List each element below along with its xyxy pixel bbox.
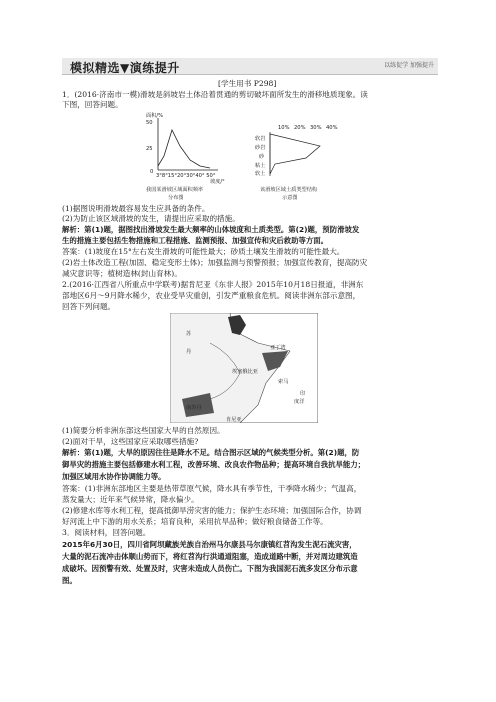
section-header — [62, 58, 438, 76]
q2-answer-line1: 答案：(1)非洲东部地区主要是热带草原气候，降水具有季节性，干季降水稀少；气温高， — [62, 484, 362, 493]
q2-analysis-line2: 御旱灾的措施主要包括修建水利工程，改善环境、改良农作物品种；提高环境自我抗旱能力； — [62, 460, 366, 469]
q2-map — [170, 313, 318, 423]
q2-analysis-line1: 解析：第(1)题，大旱的原因往往是降水不足。结合图示区域的气候类型分析。第(2)题，防 — [62, 448, 360, 457]
q1-intro-line1: 1．(2016·济南市一模)滑坡是斜坡岩土体沿着贯通的剪切破坏面所发生的滑移地质现象。读 — [62, 90, 368, 99]
right-chart-cat-1: 软岩 — [255, 136, 266, 142]
q3-body-line4: 图。 — [62, 576, 77, 585]
q1-answer-line1: 答案：(1)坡度在15°左右发生滑坡的可能性最大；砂质土壤发生滑坡的可能性最大。 — [62, 247, 345, 256]
right-chart-cat-2: 砂岩 — [255, 145, 266, 151]
q1-answer-line3: 减灾意识等；植树造林(封山育林)。 — [62, 269, 182, 278]
left-chart-caption2: 分布图 — [168, 195, 184, 201]
map-label-somalia: 索马 — [278, 379, 289, 385]
q2-answer-line4: 好河流上中下游的用水关系；培育良种，采用抗旱品种；做好粮食储备工作等。 — [62, 517, 328, 526]
map-label-bottom: 肯尼亚 — [226, 417, 242, 423]
map-label-gulf: 亚丁湾 — [270, 345, 286, 351]
header-title: 模拟精选▼演练提升 — [70, 61, 180, 75]
left-chart-line — [158, 130, 210, 168]
q2-answer-line3: (2)修建水库等水利工程，提高抵御旱涝灾害的能力；保护生态环境；加强国际合作，协调 — [62, 506, 362, 515]
q1-analysis-line2: 生的措施主要包括生物措施和工程措施、监测预报、加强宣传和灾后救助等方面。 — [62, 236, 329, 245]
q2-intro-line1: 2.(2016·江西省八所重点中学联考)据肯尼亚《东非人报》2015年10月18日报道，非洲东 — [62, 280, 364, 289]
right-chart-cat-5: 软土 — [255, 171, 266, 177]
q2-intro-line3: 回答下列问题。 — [62, 302, 116, 311]
q1-figure — [130, 110, 370, 202]
right-chart-cat-3: 砂 — [259, 154, 265, 160]
left-chart-ytick-50: 50 — [146, 120, 153, 126]
q3-body-line1: 2015年6月30日，四川省阿坝藏族羌族自治州马尔康县马尔康镇红苕沟发生泥石流灾害， — [62, 540, 357, 549]
left-chart-xlabel: 坡度/° — [210, 179, 225, 185]
header-tag: 以练促学 加强提升 — [384, 62, 434, 69]
left-chart-ylabel: 面积/% — [146, 113, 164, 119]
q2-answer-line2: 蒸发量大；近年来气候异常，降水偏少。 — [62, 495, 199, 504]
q2-sub2: (2)面对干旱，这些国家应采取哪些措施? — [62, 437, 199, 446]
q1-sub1: (1)据图说明滑坡最容易发生应具备的条件。 — [62, 204, 210, 213]
map-label-kenya: 南苏丹 — [186, 405, 202, 411]
right-chart-xtick-10: 10% — [278, 125, 290, 131]
map-label-sudan: 苏 — [186, 331, 192, 337]
right-chart-caption2: 示意图 — [282, 195, 298, 201]
left-chart-ytick-25: 25 — [146, 146, 153, 152]
q3-intro: 3．阅读材料，回答问题。 — [62, 528, 151, 537]
right-chart-xtick-30: 30% — [310, 125, 322, 131]
right-chart-cat-4: 粘土 — [255, 163, 266, 169]
q3-body-line3: 成破坏。因预警有效、处置及时，灾害未造成人员伤亡。下图为我国泥石流多发区分布示意 — [62, 564, 358, 573]
right-chart-caption1: 该滑坡区域土质类型结构 — [260, 187, 318, 193]
map-label-ocean2: 度洋 — [294, 399, 305, 405]
map-label-sudan2: 丹 — [186, 349, 192, 355]
q2-intro-line2: 部地区6月～9月降水稀少，农业受旱灾重创，引发严重粮食危机。阅读非洲东部示意图， — [62, 291, 361, 300]
q1-analysis-line1: 解析：第(1)题，据图找出滑坡发生最大频率的山体坡度和土质类型。第(2)题，预防滑坡发 — [62, 225, 360, 234]
map-label-plateau: 埃塞俄比亚 — [232, 369, 258, 375]
left-chart-xticks: 3°8°15°20°30°40° 50° — [156, 173, 216, 179]
left-chart-caption1: 我国某滑坡区域面积频率 — [146, 187, 204, 193]
left-chart-ytick-0: 0 — [150, 169, 154, 175]
student-book-ref: [学生用书 P298] — [218, 79, 277, 88]
map-label-ocean1: 印 — [300, 391, 306, 397]
q1-answer-line2: (2)岩土体改造工程(加固、稳定变形土体)；加强监测与预警预报；加强宣传教育，提高防灾 — [62, 258, 368, 267]
q2-sub1: (1)简要分析非洲东部这些国家大旱的自然原因。 — [62, 426, 225, 435]
q1-intro-line2: 下图，回答问题。 — [62, 100, 123, 109]
right-chart-xtick-20: 20% — [294, 125, 306, 131]
right-chart-xtick-40: 40% — [326, 125, 338, 131]
q2-analysis-line3: 加强区域用水协作协调能力等。 — [62, 472, 166, 481]
right-chart-shape — [270, 134, 320, 174]
q1-sub2: (2)为防止该区域滑坡的发生，请提出应采取的措施。 — [62, 214, 240, 223]
q3-body-line2: 大量的泥石流冲击体顺山势而下，将红苕沟行洪通道阻塞，造成道路中断，并对周边建筑造 — [62, 552, 358, 561]
